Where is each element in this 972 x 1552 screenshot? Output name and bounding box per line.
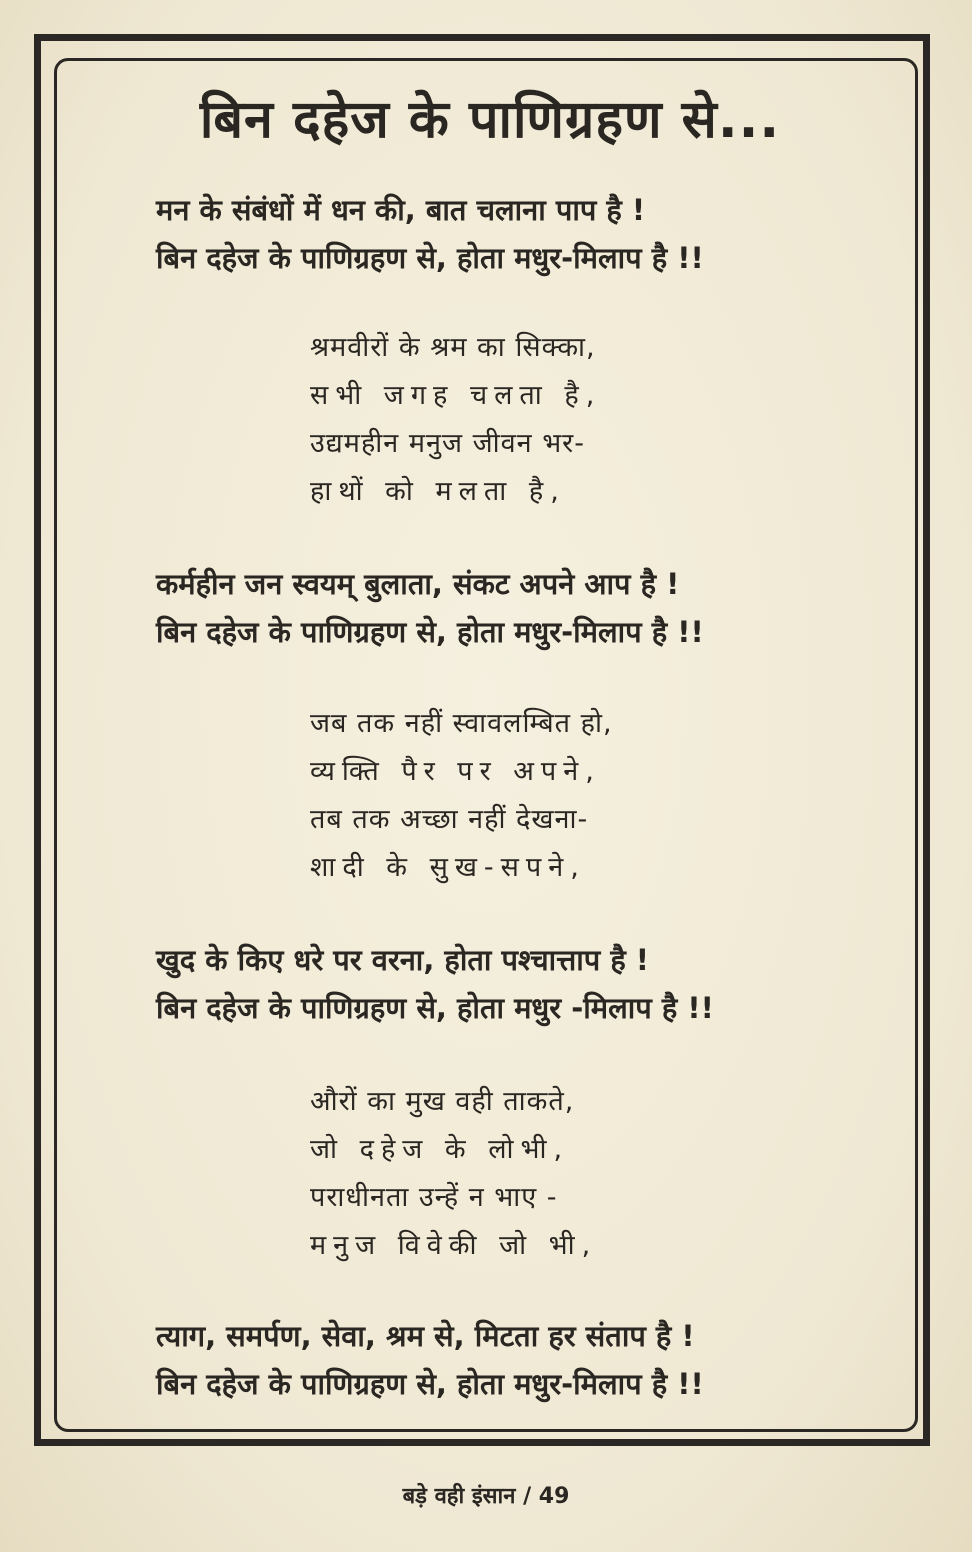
verse-line: औरों का मुख वही ताकते, [310,1086,575,1117]
refrain-chorus-line: बिन दहेज के पाणिग्रहण से, होता मधुर-मिलाप है !! [156,615,704,649]
verse-line: हाथों को मलता है, [310,476,566,507]
refrain-chorus-line: बिन दहेज के पाणिग्रहण से, होता मधुर -मिलाप है !! [156,991,714,1025]
refrain-stanza-3 [156,936,826,1032]
refrain-chorus-line: बिन दहेज के पाणिग्रहण से, होता मधुर-मिलाप है !! [156,1367,704,1401]
refrain-line: त्याग, समर्पण, सेवा, श्रम से, मिटता हर संताप है ! [156,1319,695,1353]
verse-line: जो दहेज के लोभी, [310,1134,570,1165]
verse-line: तब तक अच्छा नहीं देखना- [310,804,589,835]
verse-3 [310,1078,690,1270]
refrain-stanza-1 [156,186,826,282]
refrain-line: खुद के किए धरे पर वरना, होता पश्चात्ताप है ! [156,943,650,977]
verse-line: उद्यमहीन मनुज जीवन भर- [310,428,585,459]
verse-line: पराधीनता उन्हें न भाए - [310,1182,558,1213]
verse-line: सभी जगह चलता है, [310,380,602,411]
verse-line: श्रमवीरों के श्रम का सिक्का, [310,332,596,363]
refrain-stanza-2 [156,560,826,656]
page-footer: बड़े वही इंसान / 49 [402,1484,570,1509]
verse-2 [310,700,690,892]
refrain-line: कर्महीन जन स्वयम् बुलाता, संकट अपने आप है ! [156,567,680,601]
verse-line: व्यक्ति पैर पर अपने, [310,756,601,787]
verse-line: मनुज विवेकी जो भी, [310,1230,598,1261]
refrain-chorus-line: बिन दहेज के पाणिग्रहण से, होता मधुर-मिलाप है !! [156,241,704,275]
refrain-stanza-4 [156,1312,826,1408]
poem-title: बिन दहेज के पाणिग्रहण से... [199,90,781,150]
verse-1 [310,324,690,516]
refrain-line: मन के संबंधों में धन की, बात चलाना पाप है ! [156,193,646,227]
verse-line: शादी के सुख-सपने, [310,852,586,883]
verse-line: जब तक नहीं स्वावलम्बित हो, [310,708,613,739]
